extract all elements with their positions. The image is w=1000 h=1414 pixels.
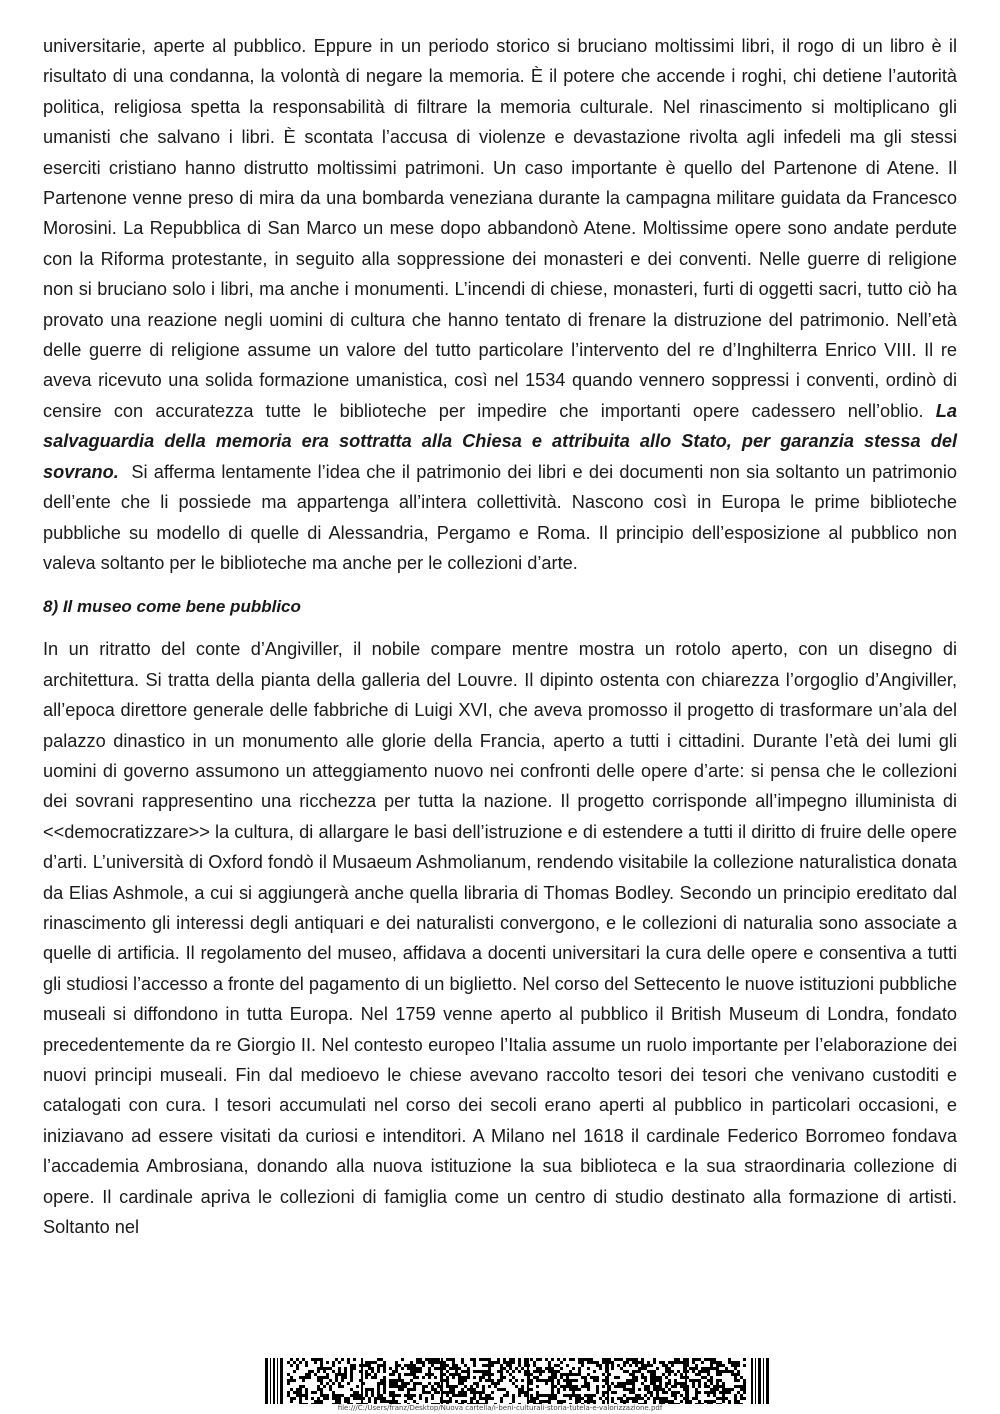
body-paragraph-1	[43, 31, 957, 578]
paragraph-text-continued: Si afferma lentamente l’idea che il patrimonio dei libri e dei documenti non sia soltanto un patrimonio dell’ente che li possiede ma appartenga all’intera collettività. Nascono così in Europa le prime biblioteche pubbliche su modello di quelle di Alessandria, Pergamo e Roma. Il principio dell’esposizione al pubblico non valeva soltanto per le biblioteche ma anche per le collezioni d’arte.	[43, 461, 957, 573]
document-page	[43, 31, 957, 1242]
file-path-footer: file:///C:/Users/franz/Desktop/Nuova cartella/i-beni-culturali-storia-tutela-e-valorizzazione.pdf	[337, 1404, 663, 1412]
body-paragraph-2: In un ritratto del conte d’Angiviller, il nobile compare mentre mostra un rotolo aperto, con un disegno di architettura. Si tratta della pianta della galleria del Louvre. Il dipinto ostenta con chiarezza l’orgoglio d’Angiviller, all’epoca direttore generale delle fabbriche di Luigi XVI, che aveva promosso il progetto di trasformare un’ala del palazzo dinastico in un monumento alle glorie della Francia, aperto a tutti i cittadini. Durante l’età dei lumi gli uomini di governo assumono un atteggiamento nuovo nei confronti delle opere d’arte: si pensa che le collezioni dei sovrani rappresentino una ricchezza per tutta la nazione. Il progetto corrisponde all’impegno illuminista di <<democratizzare>> la cultura, di allargare le basi dell’istruzione e di estendere a tutti il diritto di fruire delle opere d’arti. L’università di Oxford fondò il Musaeum Ashmolianum, rendendo visitabile la collezione naturalistica donata da Elias Ashmole, a cui si aggiungerà anche quella libraria di Thomas Bodley. Secondo un principio ereditato dal rinascimento gli interessi degli antiquari e dei naturalisti convergono, e le collezioni di naturalia sono associate a quelle di artificia. Il regolamento del museo, affidava a docenti universitari la cura delle opere e consentiva a tutti gli studiosi l’accesso a fronte del pagamento di un biglietto. Nel corso del Settecento le nuove istituzioni pubbliche museali si diffondono in tutta Europa. Nel 1759 venne aperto al pubblico il British Museum di Londra, fondato precedentemente da re Giorgio II. Nel contesto europeo l’Italia assume un ruolo importante per l’elaborazione dei nuovi principi museali. Fin dal medioevo le chiese avevano raccolto tesori dei tesori che venivano custoditi e catalogati con cura. I tesori accumulati nel corso dei secoli erano aperti al pubblico in particolari occasioni, e iniziavano ad essere visitati da curiosi e intenditori. A Milano nel 1618 il cardinale Federico Borromeo fondava l’accademia Ambrosiana, donando alla nuova istituzione la sua biblioteca e la sua straordinaria collezione di opere. Il cardinale apriva le collezioni di famiglia come un centro di studio destinato alla formazione di artisti. Soltanto nel	[43, 639, 957, 1238]
paragraph-text: universitarie, aperte al pubblico. Eppure in un periodo storico si bruciano moltissimi libri, il rogo di un libro è il risultato di una condanna, la volontà di negare la memoria. È il potere che accende i roghi, chi detiene l’autorità politica, religiosa spetta la responsabilità di filtrare la memoria culturale. Nel rinascimento si moltiplicano gli umanisti che salvano i libri. È scontata l’accusa di violenze e devastazione rivolta agli infedeli ma gli stessi eserciti cristiano hanno distrutto moltissimi patrimoni. Un caso importante è quello del Partenone di Atene. Il Partenone venne preso di mira da una bombarda veneziana durante la campagna militare guidata da Francesco Morosini. La Repubblica di San Marco un mese dopo abbandonò Atene. Moltissime opere sono andate perdute con la Riforma protestante, in seguito alla soppressione dei monasteri e dei conventi. Nelle guerre di religione non si bruciano solo i libri, ma anche i monumenti. L’incendi di chiese, monasteri, furti di oggetti sacri, tutto ciò ha provato una reazione negli uomini di cultura che hanno tentato di frenare la distruzione del patrimonio. Nell’età delle guerre di religione assume un valore del tutto particolare l’intervento del re d’Inghilterra Enrico VIII. Il re aveva ricevuto una solida formazione umanistica, così nel 1534 quando vennero soppressi i conventi, ordinò di censire con accuratezza tutte le biblioteche per impedire che importanti opere cadessero nell’oblio.	[43, 36, 957, 421]
barcode	[265, 1358, 770, 1404]
bold-italic-emphasis: La salvaguardia della memoria era sottratta alla Chiesa e attribuita allo Stato, per garanzia stessa del sovrano.	[43, 400, 957, 482]
section-heading: 8) Il museo come bene pubblico	[43, 597, 301, 617]
barcode-graphic	[265, 1358, 770, 1404]
